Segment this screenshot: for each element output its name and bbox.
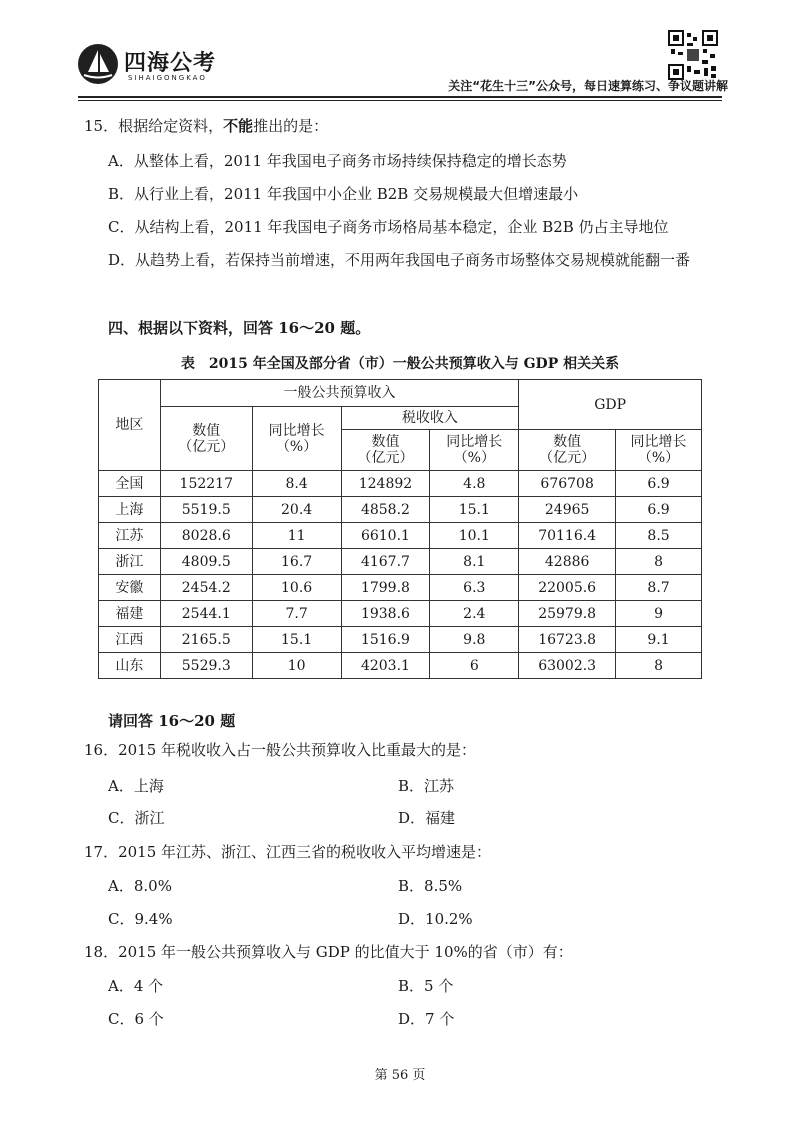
cell-region: 江苏	[99, 523, 161, 549]
header-unit: （亿元）	[539, 450, 596, 466]
header-label: 数值	[553, 434, 582, 450]
cell-region: 山东	[99, 653, 161, 679]
cell-tax-growth: 2.4	[430, 601, 519, 627]
table-row	[99, 523, 702, 549]
cell-gdp-value: 70116.4	[519, 523, 616, 549]
header-unit: （%）	[275, 438, 318, 455]
cell-budget-value: 2544.1	[160, 601, 252, 627]
cell-gdp-growth: 6.9	[616, 471, 702, 497]
header-unit: （亿元）	[178, 438, 235, 455]
header-label: 同比增长	[268, 422, 325, 439]
question-16-stem: 16．2015 年税收收入占一般公共预算收入比重最大的是：	[84, 741, 477, 759]
header-label: 同比增长	[446, 434, 503, 450]
cell-budget-value: 8028.6	[160, 523, 252, 549]
cell-gdp-value: 24965	[519, 497, 616, 523]
section-title: 四、根据以下资料，回答 16～20 题。	[108, 319, 371, 337]
cell-gdp-value: 22005.6	[519, 575, 616, 601]
page-header	[0, 0, 800, 100]
cell-budget-growth: 20.4	[252, 497, 341, 523]
cell-region: 江西	[99, 627, 161, 653]
q15-option-d: D．从趋势上看，若保持当前增速，不用两年我国电子商务市场整体交易规模就能翻一番	[108, 251, 691, 269]
cell-tax-value: 4203.1	[341, 653, 430, 679]
q17-option-c: C．9.4%	[108, 910, 173, 928]
cell-tax-growth: 4.8	[430, 471, 519, 497]
cell-gdp-value: 63002.3	[519, 653, 616, 679]
q18-option-c: C．6 个	[108, 1010, 164, 1028]
cell-gdp-growth: 9	[616, 601, 702, 627]
header-unit: （%）	[453, 450, 495, 466]
table-row	[99, 653, 702, 679]
header-divider-thin	[78, 100, 722, 101]
brand-subtitle: SIHAIGONGKAO	[128, 74, 207, 82]
cell-budget-growth: 15.1	[252, 627, 341, 653]
brand-logo	[78, 42, 228, 94]
cell-tax-value: 124892	[341, 471, 430, 497]
cell-gdp-growth: 9.1	[616, 627, 702, 653]
cell-gdp-growth: 8	[616, 653, 702, 679]
cell-budget-value: 2165.5	[160, 627, 252, 653]
qr-code-icon	[668, 30, 718, 80]
page-number: 第 56 页	[374, 1068, 426, 1083]
q15-option-c: C．从结构上看，2011 年我国电子商务市场格局基本稳定，企业 B2B 仍占主导地位	[108, 218, 669, 236]
q15-stem-pre: 15．根据给定资料，	[84, 117, 224, 135]
table-row	[99, 497, 702, 523]
header-gdp-value	[519, 430, 616, 471]
cell-tax-growth: 9.8	[430, 627, 519, 653]
answer-prompt: 请回答 16～20 题	[108, 712, 236, 730]
cell-budget-growth: 11	[252, 523, 341, 549]
cell-budget-value: 5529.3	[160, 653, 252, 679]
table-row	[99, 627, 702, 653]
cell-gdp-value: 25979.8	[519, 601, 616, 627]
q16-option-a: A．上海	[108, 777, 164, 795]
table-row	[99, 575, 702, 601]
cell-gdp-value: 676708	[519, 471, 616, 497]
header-slogan: 关注“花生十三”公众号，每日速算练习、争议题讲解	[448, 79, 728, 93]
cell-budget-value: 5519.5	[160, 497, 252, 523]
cell-region: 安徽	[99, 575, 161, 601]
q16-option-c: C．浙江	[108, 809, 165, 827]
cell-gdp-growth: 8	[616, 549, 702, 575]
header-budget-growth	[252, 407, 341, 471]
cell-gdp-growth: 6.9	[616, 497, 702, 523]
cell-budget-value: 152217	[160, 471, 252, 497]
cell-budget-growth: 10	[252, 653, 341, 679]
header-region: 地区	[99, 380, 161, 471]
cell-tax-growth: 15.1	[430, 497, 519, 523]
q17-option-b: B．8.5%	[398, 877, 463, 895]
cell-tax-growth: 8.1	[430, 549, 519, 575]
cell-region: 上海	[99, 497, 161, 523]
cell-tax-value: 4858.2	[341, 497, 430, 523]
question-15-stem	[84, 116, 328, 136]
cell-gdp-growth: 8.7	[616, 575, 702, 601]
q15-option-b: B．从行业上看，2011 年我国中小企业 B2B 交易规模最大但增速最小	[108, 185, 579, 203]
budget-gdp-table	[98, 379, 702, 679]
q18-option-b: B．5 个	[398, 977, 454, 995]
question-18-stem: 18．2015 年一般公共预算收入与 GDP 的比值大于 10%的省（市）有：	[84, 943, 573, 961]
q15-option-a: A．从整体上看，2011 年我国电子商务市场持续保持稳定的增长态势	[108, 152, 567, 170]
header-tax: 税收收入	[341, 407, 519, 430]
header-tax-value	[341, 430, 430, 471]
cell-gdp-growth: 8.5	[616, 523, 702, 549]
table-row	[99, 471, 702, 497]
cell-budget-growth: 8.4	[252, 471, 341, 497]
header-gdp-growth	[616, 430, 702, 471]
table-caption: 表 2015 年全国及部分省（市）一般公共预算收入与 GDP 相关关系	[180, 356, 620, 372]
cell-region: 浙江	[99, 549, 161, 575]
q18-option-a: A．4 个	[108, 977, 164, 995]
question-17-stem: 17．2015 年江苏、浙江、江西三省的税收收入平均增速是：	[84, 843, 492, 861]
cell-tax-value: 6610.1	[341, 523, 430, 549]
cell-gdp-value: 42886	[519, 549, 616, 575]
sailboat-logo-icon	[78, 44, 118, 84]
header-budget: 一般公共预算收入	[160, 380, 518, 407]
header-gdp: GDP	[519, 380, 702, 430]
cell-region: 福建	[99, 601, 161, 627]
header-unit: （亿元）	[357, 450, 414, 466]
q16-option-d: D．福建	[398, 809, 456, 827]
brand-name: 四海公考	[124, 51, 217, 76]
q17-option-d: D．10.2%	[398, 910, 473, 928]
q15-stem-post: 推出的是：	[253, 117, 329, 135]
cell-tax-growth: 6.3	[430, 575, 519, 601]
q15-stem-bold: 不能	[223, 117, 254, 135]
table-row	[99, 601, 702, 627]
header-divider	[78, 96, 722, 98]
cell-budget-growth: 16.7	[252, 549, 341, 575]
cell-region: 全国	[99, 471, 161, 497]
header-tax-growth	[430, 430, 519, 471]
table-row	[99, 549, 702, 575]
header-budget-value	[160, 407, 252, 471]
cell-budget-growth: 7.7	[252, 601, 341, 627]
header-label: 同比增长	[630, 434, 687, 450]
cell-tax-value: 4167.7	[341, 549, 430, 575]
cell-budget-value: 4809.5	[160, 549, 252, 575]
q18-option-d: D．7 个	[398, 1010, 455, 1028]
cell-budget-value: 2454.2	[160, 575, 252, 601]
q17-option-a: A．8.0%	[108, 877, 172, 895]
header-label: 数值	[371, 434, 400, 450]
cell-budget-growth: 10.6	[252, 575, 341, 601]
cell-tax-value: 1799.8	[341, 575, 430, 601]
q16-option-b: B．江苏	[398, 777, 455, 795]
header-unit: （%）	[637, 450, 680, 466]
header-label: 数值	[192, 422, 221, 439]
cell-tax-value: 1516.9	[341, 627, 430, 653]
cell-tax-growth: 10.1	[430, 523, 519, 549]
cell-tax-value: 1938.6	[341, 601, 430, 627]
cell-tax-growth: 6	[430, 653, 519, 679]
cell-gdp-value: 16723.8	[519, 627, 616, 653]
